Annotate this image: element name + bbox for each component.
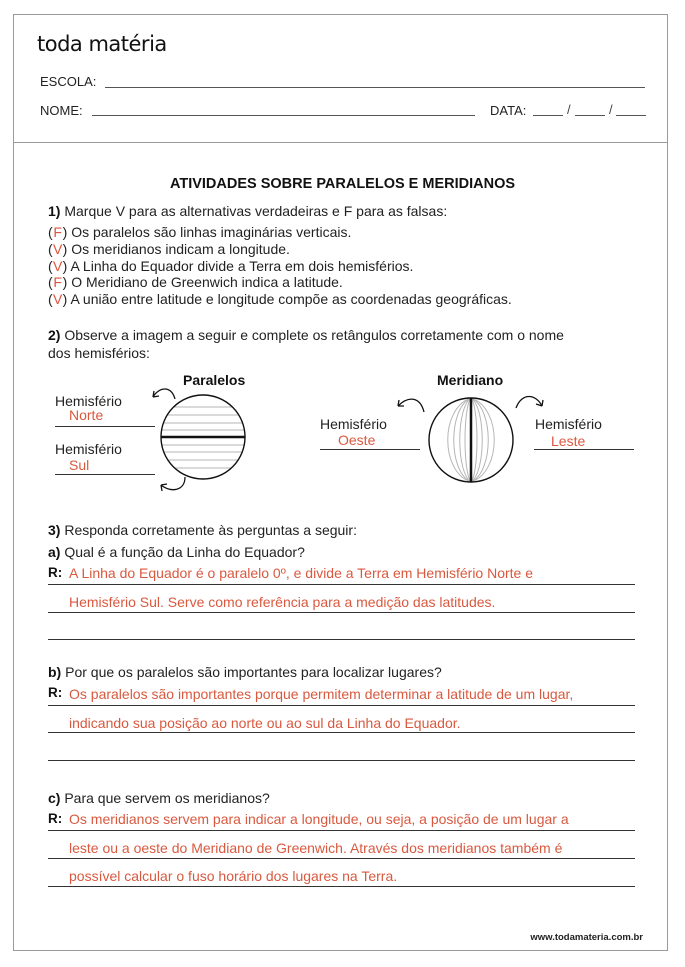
date-day-field[interactable] xyxy=(533,115,563,116)
paren: ) xyxy=(62,224,68,240)
paren: ( xyxy=(48,291,53,307)
answer-text[interactable]: Hemisfério Sul. Serve como referência para a medição das latitudes. xyxy=(69,594,496,610)
tf-item xyxy=(48,241,290,257)
paralelos-globe xyxy=(145,385,265,500)
part-letter: c) xyxy=(48,790,61,806)
arrow-right-icon xyxy=(516,397,542,409)
answer-text[interactable]: Os paralelos são importantes porque permitem determinar a latitude de um lugar, xyxy=(69,686,574,702)
date-month-field[interactable] xyxy=(575,115,605,116)
part-question: Qual é a função da Linha do Equador? xyxy=(64,544,305,560)
tf-answer[interactable]: V xyxy=(53,241,63,257)
website-link[interactable]: www.todamateria.com.br xyxy=(530,932,643,943)
paren: ) xyxy=(62,258,68,274)
answer-text[interactable]: A Linha do Equador é o paralelo 0º, e divide a Terra em Hemisfério Norte e xyxy=(69,565,534,581)
part-letter: a) xyxy=(48,544,61,560)
answer-line[interactable] xyxy=(48,639,635,640)
tf-item xyxy=(48,224,351,240)
answer-line xyxy=(48,858,635,859)
tf-statement: O Meridiano de Greenwich indica a latitude. xyxy=(71,274,343,290)
hemisphere-answer-south[interactable]: Sul xyxy=(69,457,90,473)
answer-line xyxy=(48,584,635,585)
school-label: ESCOLA: xyxy=(40,74,97,89)
tf-statement: Os paralelos são linhas imaginárias verticais. xyxy=(71,224,352,240)
paren: ( xyxy=(48,258,53,274)
arrow-down-icon xyxy=(161,477,185,490)
answer-text[interactable]: possível calcular o fuso horário dos lugares na Terra. xyxy=(69,868,398,884)
header-divider xyxy=(13,142,668,143)
tf-answer[interactable]: F xyxy=(53,224,62,240)
meridiano-title: Meridiano xyxy=(437,372,504,388)
question-2-prompt-cont: dos hemisférios: xyxy=(48,345,150,361)
hemisphere-label: Hemisfério xyxy=(320,416,387,432)
date-separator: / xyxy=(609,102,613,117)
question-1-prompt xyxy=(48,203,447,219)
date-separator: / xyxy=(567,102,571,117)
question-3a xyxy=(48,544,305,560)
part-question: Por que os paralelos são importantes para localizar lugares? xyxy=(65,664,442,680)
name-field[interactable] xyxy=(92,115,475,116)
school-field[interactable] xyxy=(105,87,645,88)
answer-line xyxy=(48,612,635,613)
response-label: R: xyxy=(48,565,63,580)
hemisphere-answer-north[interactable]: Norte xyxy=(69,407,104,423)
tf-item xyxy=(48,274,343,290)
hemisphere-answer-east[interactable]: Leste xyxy=(551,433,586,449)
tf-item xyxy=(48,258,413,274)
hemisphere-label: Hemisfério xyxy=(55,441,122,457)
part-letter: b) xyxy=(48,664,62,680)
hemisphere-answer-west[interactable]: Oeste xyxy=(338,432,376,448)
meridiano-globe xyxy=(390,388,550,493)
paren: ( xyxy=(48,274,53,290)
date-year-field[interactable] xyxy=(616,115,646,116)
hemisphere-label: Hemisfério xyxy=(55,393,122,409)
logo: toda matéria xyxy=(37,32,167,56)
question-number: 2) xyxy=(48,327,61,343)
part-question: Para que servem os meridianos? xyxy=(64,790,270,806)
page-title: ATIVIDADES SOBRE PARALELOS E MERIDIANOS xyxy=(169,176,516,192)
question-3c xyxy=(48,790,270,806)
question-3-prompt xyxy=(48,522,357,538)
tf-answer[interactable]: V xyxy=(53,258,63,274)
response-label: R: xyxy=(48,685,63,700)
paren: ) xyxy=(62,241,68,257)
question-text: Marque V para as alternativas verdadeiras e F para as falsas: xyxy=(64,203,448,219)
answer-line xyxy=(48,705,635,706)
paren: ) xyxy=(62,274,68,290)
tf-statement: Os meridianos indicam a longitude. xyxy=(71,241,290,257)
answer-line xyxy=(48,830,635,831)
answer-text[interactable]: leste ou a oeste do Meridiano de Greenwich. Através dos meridianos também é xyxy=(69,840,563,856)
arrow-up-icon xyxy=(153,389,175,399)
answer-text[interactable]: indicando sua posição ao norte ou ao sul da Linha do Equador. xyxy=(69,715,461,731)
question-number: 3) xyxy=(48,522,61,538)
answer-text[interactable]: Os meridianos servem para indicar a longitude, ou seja, a posição de um lugar a xyxy=(69,811,569,827)
paren: ) xyxy=(62,291,68,307)
tf-statement: A união entre latitude e longitude compõe as coordenadas geográficas. xyxy=(70,291,512,307)
paren: ( xyxy=(48,241,53,257)
response-label: R: xyxy=(48,811,63,826)
paren: ( xyxy=(48,224,53,240)
question-2-prompt xyxy=(48,327,564,343)
answer-line xyxy=(55,426,155,427)
date-label: DATA: xyxy=(490,103,527,118)
answer-line xyxy=(48,732,635,733)
answer-line[interactable] xyxy=(48,760,635,761)
question-text: Responda corretamente às perguntas a seguir: xyxy=(64,522,357,538)
paralelos-title: Paralelos xyxy=(183,372,246,388)
question-3b xyxy=(48,664,442,680)
answer-line xyxy=(55,474,155,475)
question-number: 1) xyxy=(48,203,61,219)
tf-item xyxy=(48,291,512,307)
tf-answer[interactable]: V xyxy=(53,291,63,307)
tf-statement: A Linha do Equador divide a Terra em dois hemisférios. xyxy=(70,258,414,274)
hemisphere-label: Hemisfério xyxy=(535,416,602,432)
name-label: NOME: xyxy=(40,103,83,118)
question-text: Observe a imagem a seguir e complete os retângulos corretamente com o nome xyxy=(64,327,564,343)
tf-answer[interactable]: F xyxy=(53,274,62,290)
answer-line xyxy=(48,886,635,887)
